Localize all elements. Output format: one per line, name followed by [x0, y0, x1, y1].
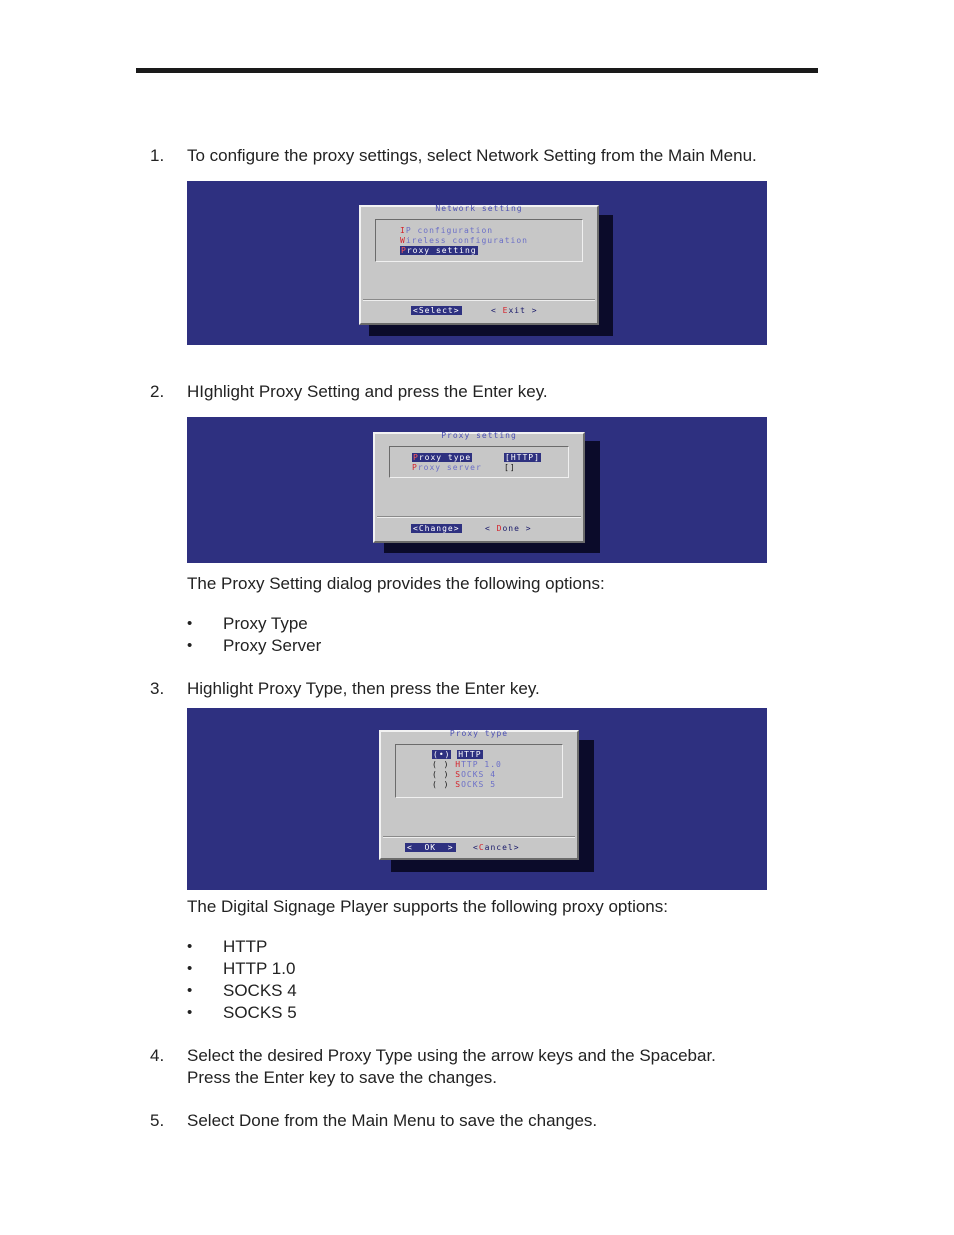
- proxy-setting-intro: The Proxy Setting dialog provides the following options:: [187, 574, 605, 593]
- proxy-server-value[interactable]: []: [504, 463, 516, 472]
- ok-button[interactable]: < OK >: [407, 843, 454, 852]
- option-socks-4: SOCKS 4: [223, 981, 297, 1000]
- step-4-text: Select the desired Proxy Type using the arrow keys and the Spacebar.: [187, 1046, 716, 1065]
- dialog-title: Proxy type: [449, 729, 509, 738]
- proxy-type-dialog: [379, 730, 579, 860]
- radio-option-socks-5[interactable]: ( ) SOCKS 5: [432, 780, 497, 789]
- bullet: •: [187, 938, 193, 955]
- exit-button[interactable]: < Exit >: [491, 306, 538, 315]
- network-setting-screenshot: [187, 181, 767, 345]
- dialog-title: Proxy setting: [441, 431, 517, 440]
- header-rule: [136, 68, 818, 73]
- proxy-setting-dialog: [373, 432, 585, 543]
- step-4-text-continued: Press the Enter key to save the changes.: [187, 1068, 497, 1087]
- step-2-number: 2.: [150, 382, 165, 401]
- proxy-setting-screenshot: [187, 417, 767, 563]
- dialog-title: Network setting: [435, 204, 523, 213]
- select-button[interactable]: <Select>: [413, 306, 460, 315]
- step-5-number: 5.: [150, 1111, 165, 1130]
- bullet: •: [187, 637, 193, 654]
- menu-item-wireless-configuration[interactable]: Wireless configuration: [400, 236, 528, 245]
- step-3-number: 3.: [150, 679, 165, 698]
- bullet: •: [187, 982, 193, 999]
- radio-option-socks-4[interactable]: ( ) SOCKS 4: [432, 770, 497, 779]
- option-proxy-type: Proxy Type: [223, 614, 308, 633]
- step-2-text: HIghlight Proxy Setting and press the Enter key.: [187, 382, 548, 401]
- bullet: •: [187, 615, 193, 632]
- option-proxy-server: Proxy Server: [223, 636, 322, 655]
- bullet: •: [187, 960, 193, 977]
- proxy-server-field[interactable]: Proxy server: [412, 463, 482, 472]
- step-1-text: To configure the proxy settings, select Network Setting from the Main Menu.: [187, 146, 757, 165]
- step-5-text: Select Done from the Main Menu to save the changes.: [187, 1111, 598, 1130]
- step-1-number: 1.: [150, 146, 165, 165]
- cancel-button[interactable]: <Cancel>: [473, 843, 520, 852]
- proxy-type-value[interactable]: [HTTP]: [505, 453, 540, 462]
- menu-item-proxy-setting[interactable]: Proxy setting: [401, 246, 477, 255]
- radio-option-http[interactable]: (•) HTTP: [433, 750, 482, 759]
- option-http: HTTP: [223, 937, 268, 956]
- radio-option-http-1-0[interactable]: ( ) HTTP 1.0: [432, 760, 502, 769]
- option-socks-5: SOCKS 5: [223, 1003, 297, 1022]
- proxy-type-screenshot: [187, 708, 767, 890]
- network-setting-dialog: [359, 205, 599, 325]
- proxy-type-field[interactable]: Proxy type: [413, 453, 472, 462]
- step-4-number: 4.: [150, 1046, 165, 1065]
- step-3-text: Highlight Proxy Type, then press the Enter key.: [187, 679, 540, 698]
- done-button[interactable]: < Done >: [485, 524, 532, 533]
- menu-item-ip-configuration[interactable]: IP configuration: [400, 226, 494, 235]
- change-button[interactable]: <Change>: [413, 524, 460, 533]
- option-http-1-0: HTTP 1.0: [223, 959, 296, 978]
- bullet: •: [187, 1004, 193, 1021]
- proxy-options-intro: The Digital Signage Player supports the following proxy options:: [187, 897, 668, 916]
